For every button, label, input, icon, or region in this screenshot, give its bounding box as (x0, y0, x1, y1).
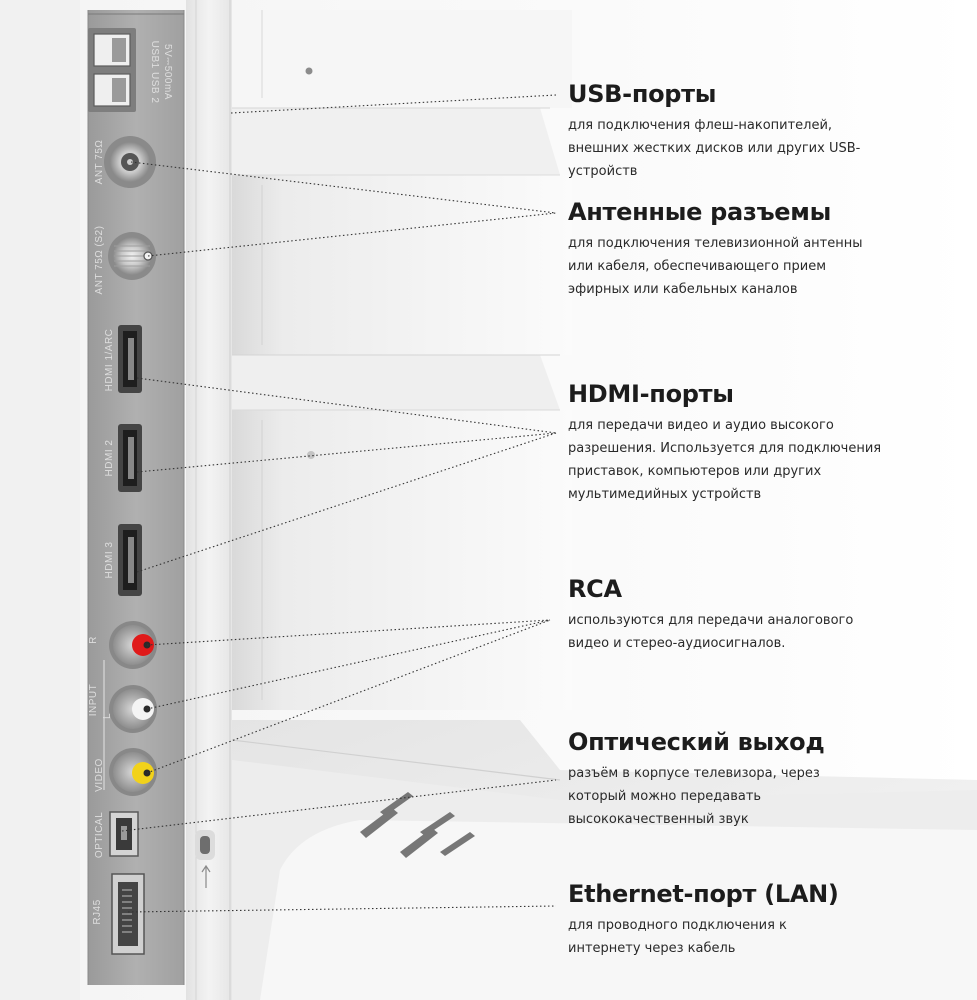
optical-port-label: OPTICAL (94, 811, 105, 859)
callout-title: USB-порты (568, 80, 717, 108)
callout-description: для проводного подключения к интернету через кабель (568, 918, 787, 956)
ethernet-port (112, 874, 144, 954)
ant-s2-port-label: ANT 75Ω (S2) (94, 225, 105, 295)
callout-optical (568, 728, 968, 831)
rca-l-label: L (102, 712, 113, 720)
ant-port-label: ANT 75Ω (94, 139, 105, 185)
hdmi3-port-label: HDMI 3 (104, 541, 115, 579)
hdmi-ports (118, 325, 142, 596)
optical-port (110, 812, 138, 856)
callout-rca (568, 575, 968, 655)
callout-title: Антенные разъемы (568, 198, 831, 226)
housing-grooves (232, 10, 572, 710)
callout-title: Ethernet-порт (LAN) (568, 880, 839, 908)
usb-ports (88, 28, 136, 112)
usb-power-label: 5V⎓500mA (162, 44, 173, 100)
callout-title: HDMI-порты (568, 380, 734, 408)
callout-description: для передачи видео и аудио высокого разрешения. Используется для подключения приставок, компьютеров или других мультимедийных устройств (568, 418, 882, 502)
callout-hdmi (568, 380, 968, 506)
callout-description: используются для передачи аналогового видео и стерео-аудиосигналов. (568, 613, 854, 651)
callout-description: для подключения флеш-накопителей, внешних жестких дисков или других USB-устройств (568, 118, 861, 179)
callout-title: RCA (568, 575, 622, 603)
callout-ethernet (568, 880, 968, 960)
rj45-port-label: RJ45 (92, 899, 103, 925)
hdmi2-port-label: HDMI 2 (104, 439, 115, 477)
callout-description: для подключения телевизионной антенны или кабеля, обеспечивающего прием эфирных или кабельных каналов (568, 236, 863, 297)
callout-usb (568, 80, 968, 183)
rca-ports (104, 621, 157, 796)
rca-video-label: VIDEO (94, 758, 105, 792)
rca-r-label: R (88, 636, 99, 644)
callout-description: разъём в корпусе телевизора, через который можно передавать высококачественный звук (568, 766, 820, 827)
callout-antenna (568, 198, 968, 301)
rca-input-label: INPUT (88, 683, 99, 717)
hdmi1-port-label: HDMI 1/ARC (104, 328, 115, 392)
usb-port-label: USB1 USB 2 (149, 40, 160, 104)
callout-title: Оптический выход (568, 728, 825, 756)
